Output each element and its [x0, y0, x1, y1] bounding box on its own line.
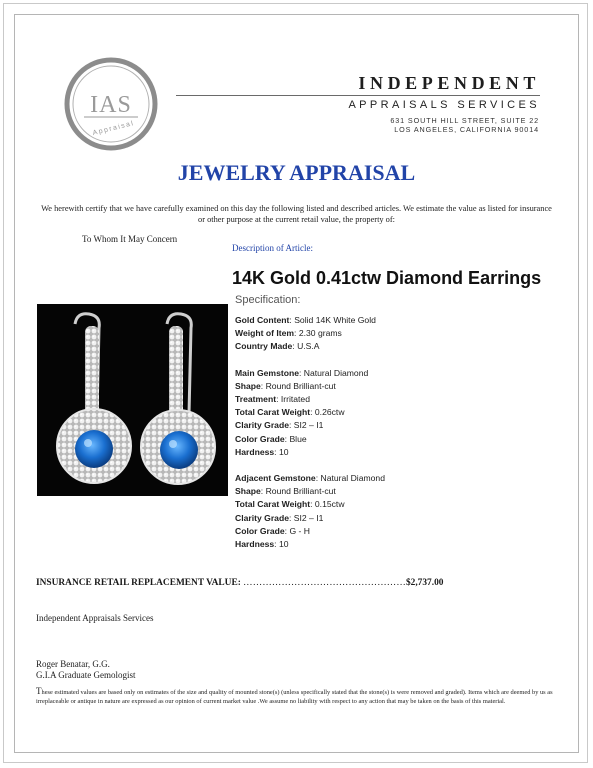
spec-label: Clarity Grade [235, 512, 289, 523]
company-subtitle: APPRAISALS SERVICES [348, 99, 540, 111]
spec-row: Main Gemstone: Natural Diamond [235, 367, 369, 378]
specification-label: Specification: [235, 294, 301, 306]
spec-row: Adjacent Gemstone: Natural Diamond [235, 473, 385, 484]
spec-label: Shape [235, 380, 261, 391]
spec-row: Color Grade: Blue [235, 433, 307, 444]
spec-label: Treatment [235, 394, 277, 405]
spec-label: Shape [235, 486, 261, 497]
insurance-amount: $2,737.00 [405, 578, 444, 588]
gemologist-title: G.I.A Graduate Gemologist [36, 670, 136, 680]
spec-label: Hardness [235, 446, 275, 457]
spec-value: Natural Diamond [303, 367, 369, 378]
spec-row: Weight of Item: 2.30 grams [235, 328, 342, 339]
earrings-illustration [37, 304, 228, 496]
company-address [330, 116, 539, 134]
spec-value: Round Brilliant-cut [265, 380, 336, 391]
spec-value: SI2 – I1 [293, 420, 324, 431]
spec-value: U.S.A [297, 341, 320, 352]
article-title: 14K Gold 0.41ctw Diamond Earrings [232, 268, 542, 288]
document-title: JEWELRY APPRAISAL [177, 160, 416, 185]
spec-value: 2.30 grams [298, 328, 342, 339]
spec-value: G - H [289, 525, 310, 536]
company-logo [64, 57, 158, 151]
address-line-1: 631 SOUTH HILL STREET, SUITE 22 [390, 116, 539, 125]
company-name: INDEPENDENT [358, 73, 540, 93]
address-line-2: LOS ANGELES, CALIFORNIA 90014 [394, 125, 539, 134]
spec-value: Round Brilliant-cut [265, 486, 336, 497]
disclaimer-text: hese estimated values are based only on estimates of the size and quality of mounted stone(s) (unless specifically stated that the stone(s) is were removed and graded). Items which are deemed by us as irreplaceable or antique in nature are expressed as our opinion of current market value .We assume no liability with respect to any action that may be taken on the basis of this material. [36, 689, 553, 705]
spec-label: Color Grade [235, 525, 285, 536]
header-divider [176, 95, 540, 96]
spec-value: 10 [278, 446, 289, 457]
left-earring [57, 314, 131, 483]
logo-monogram: IAS [90, 92, 132, 118]
spec-row: Total Carat Weight: 0.15ctw [235, 499, 345, 510]
spec-value: Irritated [280, 394, 310, 405]
spec-group-gold [235, 314, 535, 354]
spec-value: Natural Diamond [320, 473, 385, 484]
disclaimer [36, 687, 556, 706]
footer-company: Independent Appraisals Services [36, 613, 154, 623]
spec-value: 0.26ctw [314, 407, 345, 418]
spec-row: Treatment: Irritated [235, 394, 310, 405]
spec-group-main-gemstone [235, 367, 535, 459]
gemologist-name: Roger Benatar, G.G. [36, 659, 110, 669]
spec-row: Gold Content: Solid 14K White Gold [235, 315, 376, 325]
gemologist-signature-block [36, 659, 135, 681]
spec-label: Adjacent Gemstone [235, 473, 316, 484]
spec-row: Total Carat Weight: 0.26ctw [235, 407, 345, 418]
spec-label: Total Carat Weight [235, 499, 311, 510]
spec-label: Main Gemstone [235, 367, 299, 378]
earrings-photo [37, 304, 228, 496]
spec-label: Gold Content [235, 315, 290, 325]
spec-value: SI2 – I1 [293, 512, 324, 523]
spec-label: Weight of Item [235, 328, 295, 339]
spec-row: Clarity Grade: SI2 – I1 [235, 512, 324, 523]
right-earring [141, 314, 215, 484]
logo-seal-icon [64, 57, 158, 151]
certification-text: We herewith certify that we have carefully examined on this day the following listed and described articles. We estimate the value as listed for insurance or other purpose at the current retail value, the property of: [41, 204, 552, 224]
recipient: To Whom It May Concern [82, 234, 178, 244]
insurance-value-line [36, 578, 556, 588]
spec-label: Total Carat Weight [235, 407, 311, 418]
logo-tagline: Appraisal [92, 119, 136, 138]
spec-row: Country Made: U.S.A [235, 341, 320, 352]
disclaimer-initial: T [36, 686, 42, 696]
spec-value: Blue [289, 433, 307, 444]
description-label: Description of Article: [232, 243, 313, 253]
spec-value: 0.15ctw [314, 499, 345, 510]
spec-label: Color Grade [235, 433, 285, 444]
spec-row: Shape: Round Brilliant-cut [235, 380, 336, 391]
spec-label: Clarity Grade [235, 420, 289, 431]
insurance-label: INSURANCE RETAIL REPLACEMENT VALUE: [36, 578, 241, 588]
spec-value: 10 [278, 539, 289, 550]
spec-row: Hardness: 10 [235, 539, 289, 550]
spec-row: Color Grade: G - H [235, 525, 310, 536]
spec-group-adjacent-gemstone [235, 472, 535, 551]
leader-dots: …………………………………………… [243, 578, 406, 588]
specifications-list [235, 314, 535, 551]
spec-row: Clarity Grade: SI2 – I1 [235, 420, 324, 431]
spec-row: Shape: Round Brilliant-cut [235, 486, 336, 497]
spec-label: Hardness [235, 539, 275, 550]
spec-row: Hardness: 10 [235, 446, 289, 457]
spec-value: Solid 14K White Gold [294, 315, 376, 325]
spec-label: Country Made [235, 341, 293, 352]
